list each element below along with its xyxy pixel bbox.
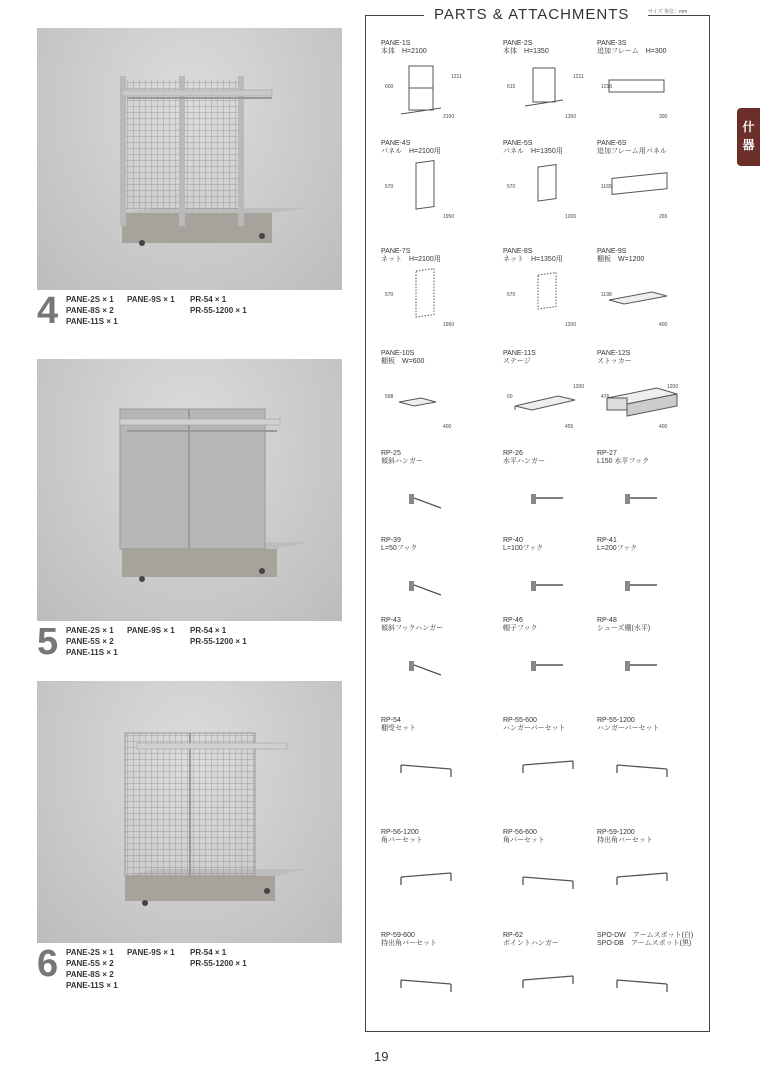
part-rp-46: [503, 617, 611, 715]
part-desc: L=50フック: [381, 545, 418, 552]
config-number: 5: [37, 621, 59, 663]
part-desc: 棚受セット: [381, 725, 416, 732]
part-desc: ハンガーバーセット: [503, 725, 566, 732]
dimension-label: 476: [601, 394, 610, 400]
part-desc: SPO-DB アームスポット(黒): [597, 940, 692, 947]
part-code: RP-54: [381, 717, 401, 724]
part-pane-10s: [381, 350, 489, 448]
dimension-label: 600: [385, 84, 394, 90]
part-desc: L=200フック: [597, 545, 638, 552]
part-desc: L150 水平フック: [597, 458, 650, 465]
part-rp-26: [503, 450, 611, 548]
part-drawing-icon: [503, 368, 603, 438]
dimension-label: 1200: [565, 322, 577, 328]
part-desc: ポイントハンガー: [503, 940, 559, 947]
part-drawing-icon: [597, 735, 697, 805]
config-4: 4 PANE-2S × 1 PANE-8S × 2 PANE-11S × 1 PANE-9S × 1 PR-54 × 1 PR-55-1200 × 1: [37, 290, 247, 332]
product-photo-5: [37, 359, 342, 621]
part-drawing-icon: [381, 368, 481, 438]
part-desc: L=100フック: [503, 545, 544, 552]
part-code: PANE-6S: [597, 140, 627, 147]
part-rp-43: [381, 617, 489, 715]
dimension-label: 1200: [565, 214, 577, 220]
config-5: 5 PANE-2S × 1 PANE-5S × 2 PANE-11S × 1 PANE-9S × 1 PR-54 × 1 PR-55-1200 × 1: [37, 621, 247, 663]
dimension-label: 60: [507, 394, 513, 400]
part-drawing-icon: [381, 847, 481, 917]
part-code: PANE-4S: [381, 140, 411, 147]
part-drawing-icon: [381, 950, 481, 1020]
config-6: 6 PANE-2S × 1 PANE-5S × 2 PANE-8S × 2 PANE-11S × 1 PANE-9S × 1 PR-54 × 1 PR-55-1200 × 1: [37, 943, 247, 990]
dimension-label: 615: [507, 84, 516, 90]
part-desc: 角バーセット: [503, 837, 545, 844]
part-drawing-icon: [381, 158, 481, 228]
part-drawing-icon: [597, 635, 697, 705]
part-desc: 追加フレーム用パネル: [597, 148, 667, 155]
dimension-label: 1210: [601, 84, 613, 90]
part-desc: 持出角バーセット: [597, 837, 653, 844]
part-desc: ステージ: [503, 358, 531, 365]
part-desc: シューズ棚(水平): [597, 625, 651, 632]
dimension-label: 1950: [443, 214, 455, 220]
part-drawing-icon: [597, 950, 697, 1020]
part-rp-59-600: [381, 932, 489, 1030]
part-code: RP-25: [381, 450, 401, 457]
part-desc: ネット H=1350用: [503, 256, 563, 263]
part-code: PANE-9S: [597, 248, 627, 255]
dimension-label: 570: [507, 292, 516, 298]
part-desc: パネル H=2100用: [381, 148, 441, 155]
part-code: PANE-11S: [503, 350, 536, 357]
part-code: PANE-3S: [597, 40, 627, 47]
config-number: 4: [37, 290, 59, 332]
part-drawing-icon: [597, 58, 697, 128]
page-number: 19: [374, 1049, 389, 1064]
part-drawing-icon: [597, 266, 697, 336]
part-rp-54: [381, 717, 489, 815]
part-code: RP-62: [503, 932, 523, 939]
combo-display-illustration: [37, 681, 342, 943]
dimension-label: 570: [385, 184, 394, 190]
part-code: RP-46: [503, 617, 523, 624]
part-desc: ネット H=2100用: [381, 256, 441, 263]
dimension-label: 1950: [443, 322, 455, 328]
part-code: PANE-5S: [503, 140, 533, 147]
dimension-label: 570: [507, 184, 516, 190]
part-code: PANE-10S: [381, 350, 415, 357]
part-desc: 角バーセット: [381, 837, 423, 844]
part-rp-62: [503, 932, 611, 1030]
dimension-label: 1211: [573, 74, 584, 80]
part-drawing-icon: [597, 555, 697, 625]
part-desc: 本体 H=1350: [503, 48, 549, 55]
part-drawing-icon: [381, 555, 481, 625]
part-pane-8s: [503, 248, 611, 346]
part-desc: 傾斜フックハンガー: [381, 625, 444, 632]
part-desc: 帽子フック: [503, 625, 538, 632]
part-pane-3s: [597, 40, 705, 138]
dimension-label: 265: [659, 214, 668, 220]
part-desc: 棚板 W=600: [381, 358, 425, 365]
dimension-label: 400: [659, 322, 668, 328]
part-pane-7s: [381, 248, 489, 346]
section-tab[interactable]: 什 器: [737, 108, 760, 166]
dimension-label: 1200: [667, 384, 679, 390]
part-code: PANE-12S: [597, 350, 631, 357]
part-code: SPO-DW アームスポット(白): [597, 932, 694, 939]
product-photo-6: [37, 681, 342, 943]
part-code: RP-56-600: [503, 829, 537, 836]
part-drawing-icon: [503, 555, 603, 625]
part-drawing-icon: [381, 468, 481, 538]
part-desc: パネル H=1350用: [503, 148, 563, 155]
part-desc: ハンガーバーセット: [597, 725, 660, 732]
part-drawing-icon: [503, 635, 603, 705]
part-pane-11s: [503, 350, 611, 448]
part-rp-27: [597, 450, 705, 548]
part-drawing-icon: [381, 58, 481, 128]
part-rp-56-600: [503, 829, 611, 927]
part-code: RP-48: [597, 617, 617, 624]
part-desc: 棚板 W=1200: [597, 256, 645, 263]
part-drawing-icon: [597, 368, 697, 438]
part-code: RP-40: [503, 537, 523, 544]
panel-title: PARTS & ATTACHMENTS: [430, 6, 633, 23]
part-code: RP-27: [597, 450, 617, 457]
part-pane-4s: [381, 140, 489, 238]
dimension-label: 1165: [601, 184, 612, 190]
dimension-label: 300: [659, 114, 668, 120]
part-pane-1s: [381, 40, 489, 138]
part-code: PANE-7S: [381, 248, 411, 255]
dimension-label: 570: [385, 292, 394, 298]
part-desc: 追加フレーム H=300: [597, 48, 667, 55]
panel-display-illustration: [37, 359, 342, 621]
dimension-label: 1198: [601, 292, 612, 298]
part-rp-56-1200: [381, 829, 489, 927]
part-drawing-icon: [503, 266, 603, 336]
config-number: 6: [37, 943, 59, 985]
part-drawing-icon: [503, 735, 603, 805]
size-note: サイズ 単位：mm: [648, 9, 688, 15]
part-rp-48: [597, 617, 705, 715]
part-code: RP-41: [597, 537, 617, 544]
dimension-label: 400: [443, 424, 452, 430]
part-code: RP-43: [381, 617, 401, 624]
product-photo-4: [37, 28, 342, 290]
part-code: PANE-8S: [503, 248, 533, 255]
part-code: RP-26: [503, 450, 523, 457]
part-drawing-icon: [503, 468, 603, 538]
dimension-label: 1211: [451, 74, 462, 80]
part-drawing-icon: [503, 847, 603, 917]
part-drawing-icon: [503, 950, 603, 1020]
part-code: PANE-2S: [503, 40, 533, 47]
dimension-label: 598: [385, 394, 394, 400]
part-desc: 持出角バーセット: [381, 940, 437, 947]
part-pane-9s: [597, 248, 705, 346]
part-rp-55-600: [503, 717, 611, 815]
part-drawing-icon: [503, 158, 603, 228]
part-drawing-icon: [597, 468, 697, 538]
part-desc: ストッカー: [597, 358, 632, 365]
mesh-display-illustration: [37, 28, 342, 290]
dimension-label: 400: [659, 424, 668, 430]
dimension-label: 2100: [443, 114, 455, 120]
part-pane-5s: [503, 140, 611, 238]
part-drawing-icon: [597, 158, 697, 228]
part-code: RP-59-1200: [597, 829, 635, 836]
part-rp-55-1200: [597, 717, 705, 815]
dimension-label: 1200: [573, 384, 585, 390]
part-drawing-icon: [597, 847, 697, 917]
part-drawing-icon: [503, 58, 603, 128]
part-desc: 水平ハンガー: [503, 458, 545, 465]
part-pane-2s: [503, 40, 611, 138]
part-code: RP-39: [381, 537, 401, 544]
part-pane-6s: [597, 140, 705, 238]
part-code: RP-55-600: [503, 717, 537, 724]
part-desc: 傾斜ハンガー: [381, 458, 423, 465]
dimension-label: 455: [565, 424, 574, 430]
part-drawing-icon: [381, 266, 481, 336]
part-spo-dw: [597, 932, 705, 1030]
part-code: PANE-1S: [381, 40, 411, 47]
part-code: RP-59-600: [381, 932, 415, 939]
part-pane-12s: [597, 350, 705, 448]
part-drawing-icon: [381, 735, 481, 805]
part-rp-25: [381, 450, 489, 548]
dimension-label: 1350: [565, 114, 577, 120]
part-desc: 本体 H=2100: [381, 48, 427, 55]
part-rp-59-1200: [597, 829, 705, 927]
part-code: RP-55-1200: [597, 717, 635, 724]
part-code: RP-56-1200: [381, 829, 419, 836]
part-drawing-icon: [381, 635, 481, 705]
